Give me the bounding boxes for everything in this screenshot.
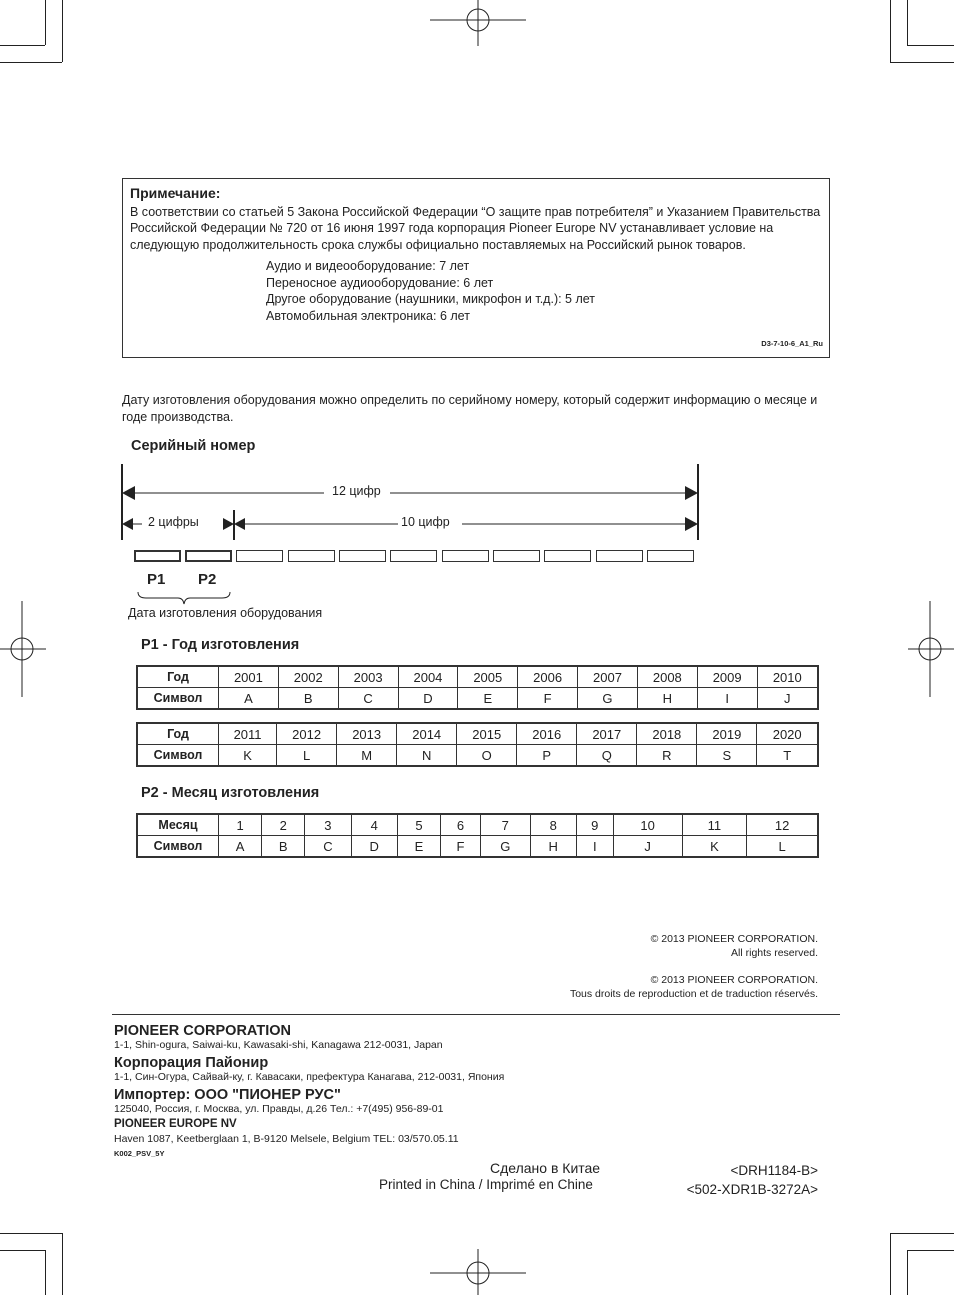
registration-mark-bottom [430,1249,526,1295]
crop-mark [45,0,46,45]
p1-label: P1 [147,571,166,588]
serial-slot [236,550,283,562]
table-cell: 2016 [517,723,577,745]
note-item: Другое оборудование (наушники, микрофон и т.д.): 5 лет [266,292,596,306]
table-cell: 10 [613,814,682,836]
crop-mark [0,1250,45,1251]
table-header: Месяц [137,814,219,836]
registration-mark-right [908,601,954,697]
brace [136,590,232,606]
company-address: 1-1, Shin-ogura, Saiwai-ku, Kawasaki-shi, Kanagawa 212-0031, Japan [114,1039,443,1051]
p1-table-part1 [136,665,819,710]
table-cell: T [757,745,818,767]
table-cell: K [219,745,277,767]
rest-digits-label: 10 цифр [401,515,450,529]
table-cell: 2014 [397,723,457,745]
note-title: Примечание: [130,185,221,201]
serial-slot [647,550,694,562]
copyright-block-1 [651,933,818,960]
table-cell: S [697,745,757,767]
table-cell: Q [577,745,637,767]
table-cell: L [747,836,818,858]
copyright-line: © 2013 PIONEER CORPORATION. [650,974,818,986]
company-name: Корпорация Пайонир [114,1055,269,1071]
table-cell: R [637,745,697,767]
copyright-line: Tous droits de reproduction et de traduction réservés. [569,987,818,1000]
table-cell: O [457,745,517,767]
table-cell: 11 [682,814,747,836]
p1-title: P1 - Год изготовления [141,637,300,653]
company-address: 1-1, Син-Огура, Сайвай-ку, г. Кавасаки, префектура Канагава, 212-0031, Япония [114,1071,505,1083]
p1-table-part2 [136,722,819,767]
table-row [137,745,818,767]
table-cell: G [578,688,638,710]
table-cell: A [219,688,279,710]
note-items [266,258,822,324]
table-cell: F [441,836,481,858]
divider [112,1014,840,1015]
table-cell: 2015 [457,723,517,745]
table-cell: 8 [530,814,576,836]
table-cell: 2003 [338,666,398,688]
table-cell: C [305,836,351,858]
table-header: Символ [137,688,219,710]
company-name: Импортер: ООО "ПИОНЕР РУС" [114,1087,341,1103]
table-cell: 2017 [577,723,637,745]
crop-mark [907,45,954,46]
crop-mark [890,1233,954,1234]
table-cell: D [398,688,458,710]
registration-mark-left [0,601,46,697]
table-cell: H [530,836,576,858]
table-cell: K [682,836,747,858]
table-cell: N [397,745,457,767]
table-cell: 3 [305,814,351,836]
printed-in-label: Printed in China / Imprimé en Chine [379,1177,593,1192]
serial-slot [493,550,540,562]
p2-label: P2 [198,571,217,588]
intro-text: Дату изготовления оборудования можно определить по серийному номеру, который содержит информацию о месяце и годе производства. [122,393,818,424]
table-cell: 2011 [219,723,277,745]
table-row [137,688,818,710]
copyright-block-2 [570,974,818,1001]
crop-mark [62,1233,63,1295]
crop-mark [890,1233,891,1295]
table-cell: 9 [576,814,613,836]
table-cell: I [697,688,757,710]
note-box [122,178,830,358]
table-cell: 2002 [278,666,338,688]
table-cell: M [337,745,397,767]
table-header: Год [137,666,219,688]
serial-slots [134,550,698,564]
table-cell: E [397,836,440,858]
serial-slot [596,550,643,562]
serial-slot [134,550,181,562]
crop-mark [890,62,954,63]
p2-table [136,813,819,858]
doc-code-1: <DRH1184-B> [730,1163,818,1178]
table-cell: J [613,836,682,858]
table-cell: 2010 [757,666,818,688]
table-cell: B [262,836,305,858]
serial-slot [339,550,386,562]
table-cell: L [277,745,337,767]
crop-mark [62,0,63,62]
note-body: В соответствии со статьей 5 Закона Российской Федерации “О защите прав потребителя” и Указанием Правительства Российской Федерации № 720 от 16 июня 1997 года корпорация Pioneer Europe NV устанавливает условие на следующую продолжительность срока службы официально поставляемых на Российский рынок товаров. [130,204,821,252]
table-cell: 2006 [518,666,578,688]
table-row [137,723,818,745]
copyright-line: All rights reserved. [731,946,818,959]
table-cell: A [219,836,262,858]
table-row [137,814,818,836]
copyright-line: © 2013 PIONEER CORPORATION. [650,933,818,945]
company-name: PIONEER CORPORATION [114,1023,291,1039]
table-header: Символ [137,836,219,858]
note-item: Аудио и видеооборудование: 7 лет [266,259,470,273]
table-cell: 2012 [277,723,337,745]
table-cell: 2008 [637,666,697,688]
company-name: PIONEER EUROPE NV [114,1118,237,1130]
first-digits-label: 2 цифры [148,515,199,529]
table-cell: I [576,836,613,858]
table-header: Год [137,723,219,745]
registration-mark-top [430,0,526,46]
table-cell: 2 [262,814,305,836]
table-cell: 2004 [398,666,458,688]
table-cell: 2009 [697,666,757,688]
serial-caption: Дата изготовления оборудования [128,606,323,620]
total-digits-label: 12 цифр [332,484,381,498]
crop-mark [45,1250,46,1295]
table-header: Символ [137,745,219,767]
note-code: D3-7-10-6_A1_Ru [761,338,823,348]
p2-title: P2 - Месяц изготовления [141,785,320,801]
table-cell: J [757,688,818,710]
crop-mark [907,0,908,45]
table-cell: 2013 [337,723,397,745]
crop-mark [0,62,62,63]
crop-mark [907,1250,908,1295]
table-row [137,836,818,858]
table-cell: D [351,836,397,858]
table-cell: 2020 [757,723,818,745]
serial-slot [185,550,232,562]
doc-code-2: <502-XDR1B-3272A> [686,1182,818,1197]
serial-slot [288,550,335,562]
table-cell: F [518,688,578,710]
table-cell: 7 [480,814,530,836]
serial-slot [390,550,437,562]
table-cell: G [480,836,530,858]
table-row [137,666,818,688]
table-cell: H [637,688,697,710]
note-item: Автомобильная электроника: 6 лет [266,308,470,323]
crop-mark [890,0,891,62]
crop-mark [0,1233,62,1234]
table-cell: 1 [219,814,262,836]
table-cell: 5 [397,814,440,836]
table-cell: 2001 [219,666,279,688]
table-cell: 2005 [458,666,518,688]
serial-slot [442,550,489,562]
table-cell: 6 [441,814,481,836]
table-cell: C [338,688,398,710]
table-cell: P [517,745,577,767]
table-cell: 4 [351,814,397,836]
company-address: 125040, Россия, г. Москва, ул. Правды, д.26 Тел.: +7(495) 956-89-01 [114,1103,444,1115]
table-cell: E [458,688,518,710]
company-address: Haven 1087, Keetberglaan 1, B-9120 Melsele, Belgium TEL: 03/570.05.11 [114,1133,459,1145]
crop-mark [907,1250,954,1251]
made-in-label: Сделано в Китае [490,1160,601,1176]
note-item: Переносное аудиооборудование: 6 лет [266,275,494,290]
company-code: K002_PSV_5Y [114,1149,165,1158]
table-cell: B [278,688,338,710]
table-cell: 12 [747,814,818,836]
table-cell: 2018 [637,723,697,745]
serial-slot [544,550,591,562]
table-cell: 2007 [578,666,638,688]
crop-mark [0,45,45,46]
table-cell: 2019 [697,723,757,745]
serial-title: Серийный номер [131,438,256,454]
